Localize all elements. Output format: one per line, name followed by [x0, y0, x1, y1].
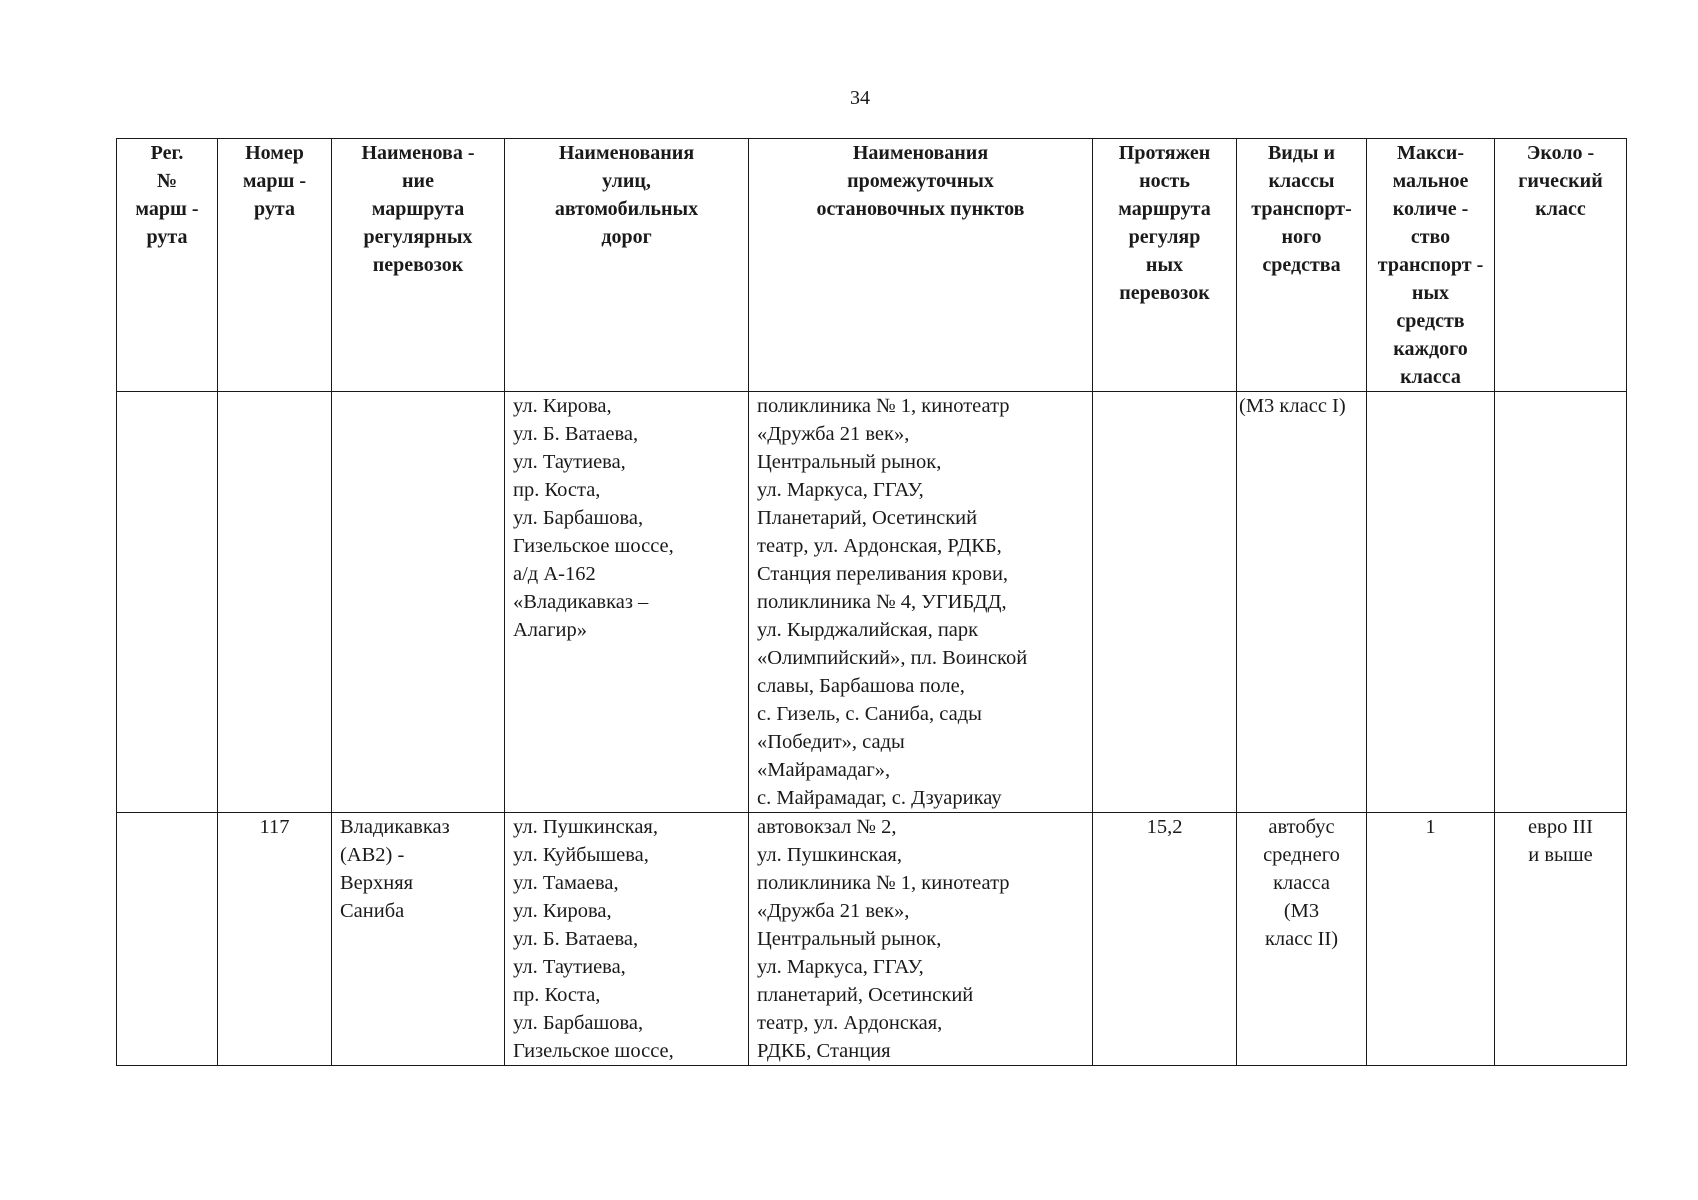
cell-reg-number	[117, 813, 218, 1066]
cell-route-length: 15,2	[1093, 813, 1237, 1066]
header-stops: Наименования промежуточных остановочных пунктов	[749, 139, 1093, 392]
table-row	[117, 392, 1627, 813]
header-route-length: Протяжен ность маршрута регуляр ных перевозок	[1093, 139, 1237, 392]
cell-route-length	[1093, 392, 1237, 813]
table-header-row	[117, 139, 1627, 392]
cell-max-vehicles: 1	[1367, 813, 1495, 1066]
header-route-name: Наименова - ние маршрута регулярных перевозок	[332, 139, 505, 392]
cell-vehicle-class: (М3 класс I)	[1237, 392, 1367, 813]
cell-route-number	[218, 392, 332, 813]
cell-streets: ул. Пушкинская, ул. Куйбышева, ул. Тамаева, ул. Кирова, ул. Б. Ватаева, ул. Таутиева, пр. Коста, ул. Барбашова, Гизельское шоссе,	[505, 813, 749, 1066]
cell-route-number: 117	[218, 813, 332, 1066]
routes-table	[116, 138, 1627, 1066]
cell-max-vehicles	[1367, 392, 1495, 813]
header-max-vehicles: Макси- мальное количе - ство транспорт - ных средств каждого класса	[1367, 139, 1495, 392]
cell-vehicle-class: автобус среднего класса (М3 класс II)	[1237, 813, 1367, 1066]
cell-streets: ул. Кирова, ул. Б. Ватаева, ул. Таутиева, пр. Коста, ул. Барбашова, Гизельское шоссе, а/д А-162 «Владикавказ – Алагир»	[505, 392, 749, 813]
cell-reg-number	[117, 392, 218, 813]
cell-stops: автовокзал № 2, ул. Пушкинская, поликлиника № 1, кинотеатр «Дружба 21 век», Центральный рынок, ул. Маркуса, ГГАУ, планетарий, Осетинский театр, ул. Ардонская, РДКБ, Станция	[749, 813, 1093, 1066]
cell-route-name	[332, 392, 505, 813]
table-row	[117, 813, 1627, 1066]
page-number: 34	[850, 87, 870, 109]
cell-route-name: Владикавказ (АВ2) - Верхняя Саниба	[332, 813, 505, 1066]
cell-eco-class	[1495, 392, 1627, 813]
header-route-number: Номер марш - рута	[218, 139, 332, 392]
header-reg-number: Рег. № марш - рута	[117, 139, 218, 392]
header-streets: Наименования улиц, автомобильных дорог	[505, 139, 749, 392]
header-eco-class: Эколо - гический класс	[1495, 139, 1627, 392]
header-vehicle-class: Виды и классы транспорт- ного средства	[1237, 139, 1367, 392]
cell-eco-class: евро III и выше	[1495, 813, 1627, 1066]
cell-stops: поликлиника № 1, кинотеатр «Дружба 21 век», Центральный рынок, ул. Маркуса, ГГАУ, Планетарий, Осетинский театр, ул. Ардонская, РДКБ, Станция переливания крови, поликлиника № 4, УГИБДД, ул. Кырджалийская, парк «Олимпийский», пл. Воинской славы, Барбашова поле, с. Гизель, с. Саниба, сады «Победит», сады «Майрамадаг», с. Майрамадаг, с. Дзуарикау	[749, 392, 1093, 813]
